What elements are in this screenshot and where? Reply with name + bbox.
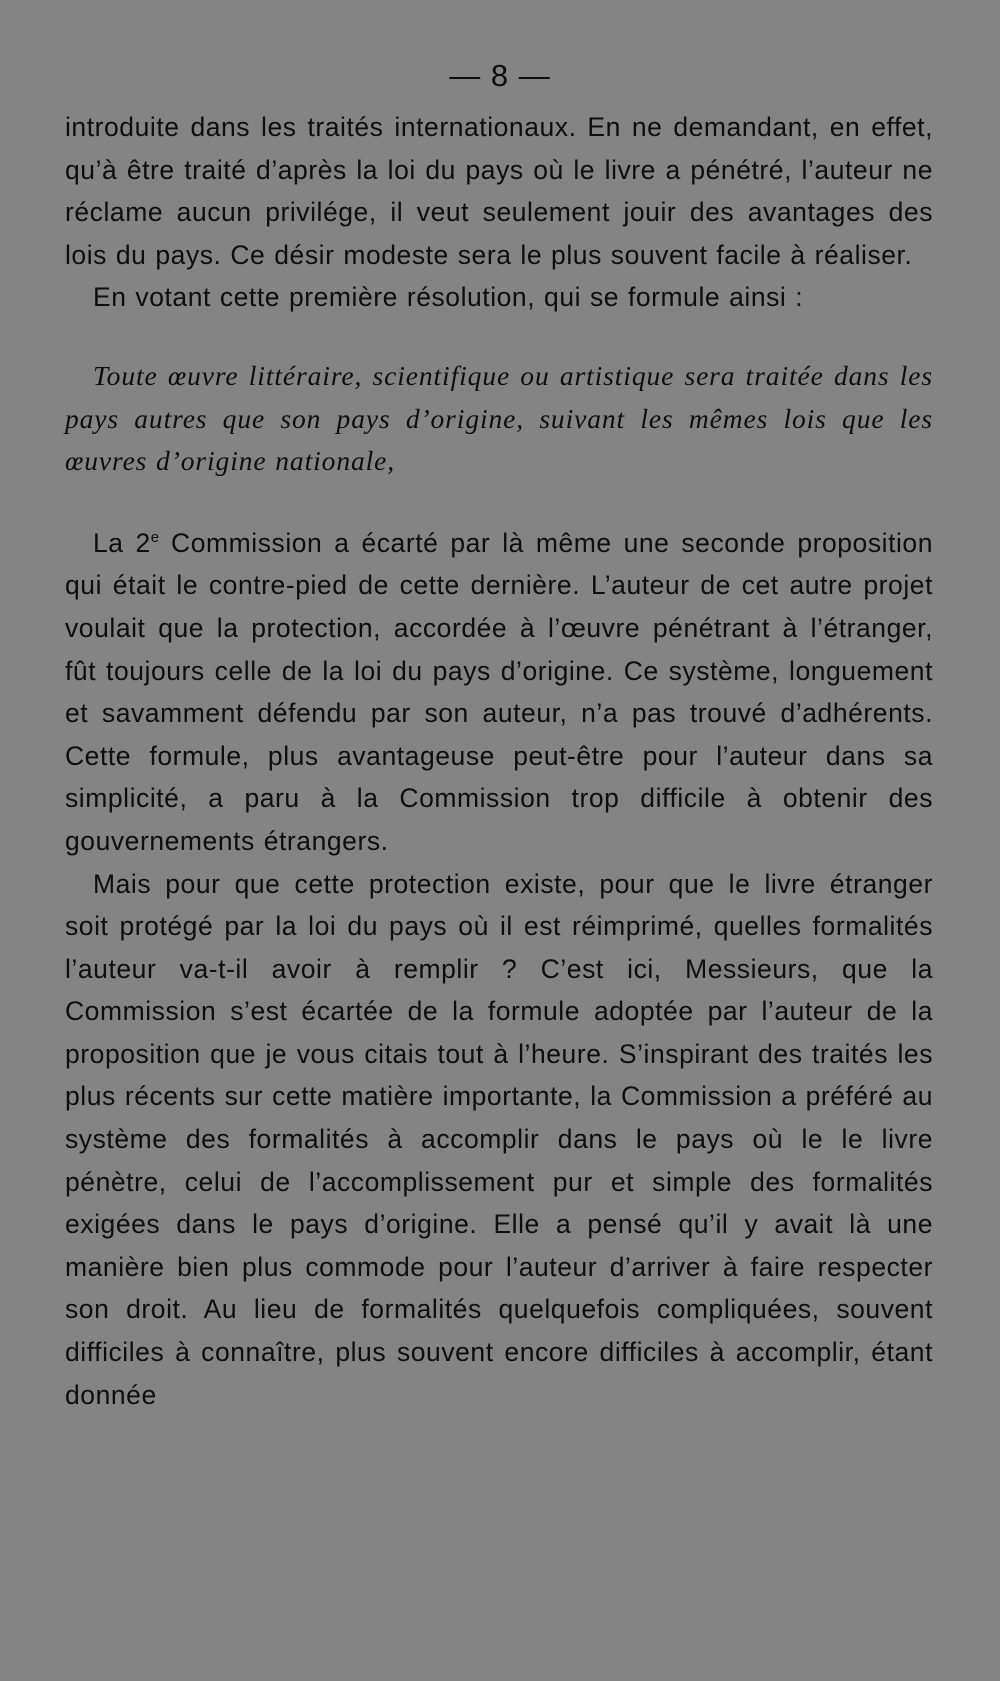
page-number: — 8 — bbox=[449, 58, 551, 93]
paragraph-4: Mais pour que cette protection existe, pour que le livre étranger soit protégé par la loi du pays où il est réimprimé, quelles formalités l’auteur va-t-il avoir à remplir ? C’est ici, Messieurs, que la Commission s’est écartée de la formule adoptée par l’auteur de la proposition que je vous citais tout à l’heure. S’inspirant des traités les plus récents sur cette matière importante, la Commission a préféré au système des formalités à accomplir dans le pays où le le livre pénètre, celui de l’accomplissement pur et simple des formalités exigées dans le pays d’origine. Elle a pensé qu’il y avait là une manière bien plus commode pour l’auteur d’arriver à faire respecter son droit. Au lieu de formalités quelquefois compliquées, souvent difficiles à connaître, plus souvent encore difficiles à accomplir, étant donnée bbox=[65, 868, 933, 1410]
paragraph-3-prefix: La 2 bbox=[93, 527, 151, 558]
ordinal-superscript: e bbox=[150, 528, 160, 546]
paragraph-1: introduite dans les traités internationaux. En ne demandant, en effet, qu’à être traité d’après la loi du pays où le livre a pénétré, l’auteur ne réclame aucun privilége, il veut seulement jouir des avantages des lois du pays. Ce désir modeste sera le plus souvent facile à réaliser. bbox=[65, 112, 933, 270]
paragraph-3 bbox=[65, 517, 933, 863]
paragraph-2: En votant cette première résolution, qui se formule ainsi : bbox=[93, 282, 804, 313]
paragraph-3-text: Commission a écarté par là même une seconde proposition qui était le contre-pied de cette dernière. L’auteur de cet autre projet voulait que la protection, accordée à l’œuvre pénétrant à l’étranger, fût toujours celle de la loi du pays d’origine. Ce système, longuement et savamment défendu par son auteur, n’a pas trouvé d’adhérents. Cette formule, plus avantageuse peut-être pour l’auteur dans sa simplicité, a paru à la Commission trop difficile à obtenir des gouvernements étrangers. bbox=[65, 527, 934, 856]
body-text bbox=[65, 106, 933, 1416]
resolution-quote: Toute œuvre littéraire, scientifique ou artistique sera traitée dans les pays autres que son pays d’origine, suivant les mêmes lois que les œuvres d’origine nationale, bbox=[65, 359, 933, 477]
